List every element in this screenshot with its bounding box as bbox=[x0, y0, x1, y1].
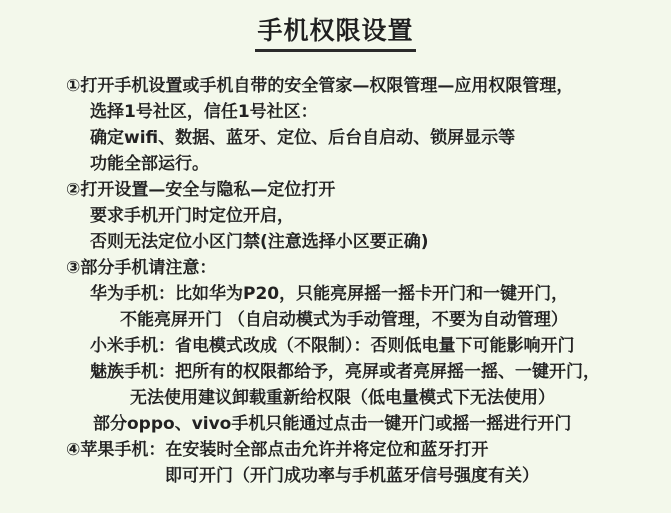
section-3-line-3: 小米手机：省电模式改成（不限制）：否则低电量下可能影响开门 bbox=[90, 336, 575, 356]
section-2-line-2: 否则无法定位小区门禁(注意选择小区要正确) bbox=[90, 232, 429, 252]
section-2-heading: ②打开设置—安全与隐私—定位打开 bbox=[66, 180, 336, 200]
title-wrap bbox=[0, 16, 671, 52]
section-3-line-4: 魅族手机：把所有的权限都给予，亮屏或者亮屏摇一摇、一键开门， bbox=[90, 362, 600, 382]
section-3-line-6: 部分oppo、vivo手机只能通过点击一键开门或摇一摇进行开门 bbox=[93, 414, 572, 434]
section-1-heading: ①打开手机设置或手机自带的安全管家—权限管理—应用权限管理， bbox=[66, 76, 574, 96]
section-3-line-1: 华为手机：比如华为P20，只能亮屏摇一摇卡开门和一键开门， bbox=[90, 284, 569, 304]
page-title: 手机权限设置 bbox=[255, 16, 415, 52]
section-3-line-5: 无法使用建议卸载重新给权限（低电量模式下无法使用） bbox=[130, 388, 555, 408]
section-1-line-1: 选择1号社区，信任1号社区： bbox=[90, 102, 318, 122]
section-3-heading: ③部分手机请注意： bbox=[66, 258, 217, 278]
section-4-heading: ④苹果手机：在安装时全部点击允许并将定位和蓝牙打开 bbox=[66, 440, 489, 460]
section-3-line-2: 不能亮屏开门 （自启动模式为手动管理，不要为自动管理） bbox=[120, 310, 568, 330]
section-4-line-1: 即可开门（开门成功率与手机蓝牙信号强度有关） bbox=[165, 466, 539, 486]
section-1-line-2: 确定wifi、数据、蓝牙、定位、后台自启动、锁屏显示等 bbox=[90, 128, 516, 148]
section-1-line-3: 功能全部运行。 bbox=[90, 154, 209, 174]
section-2-line-1: 要求手机开门时定位开启， bbox=[90, 206, 294, 226]
